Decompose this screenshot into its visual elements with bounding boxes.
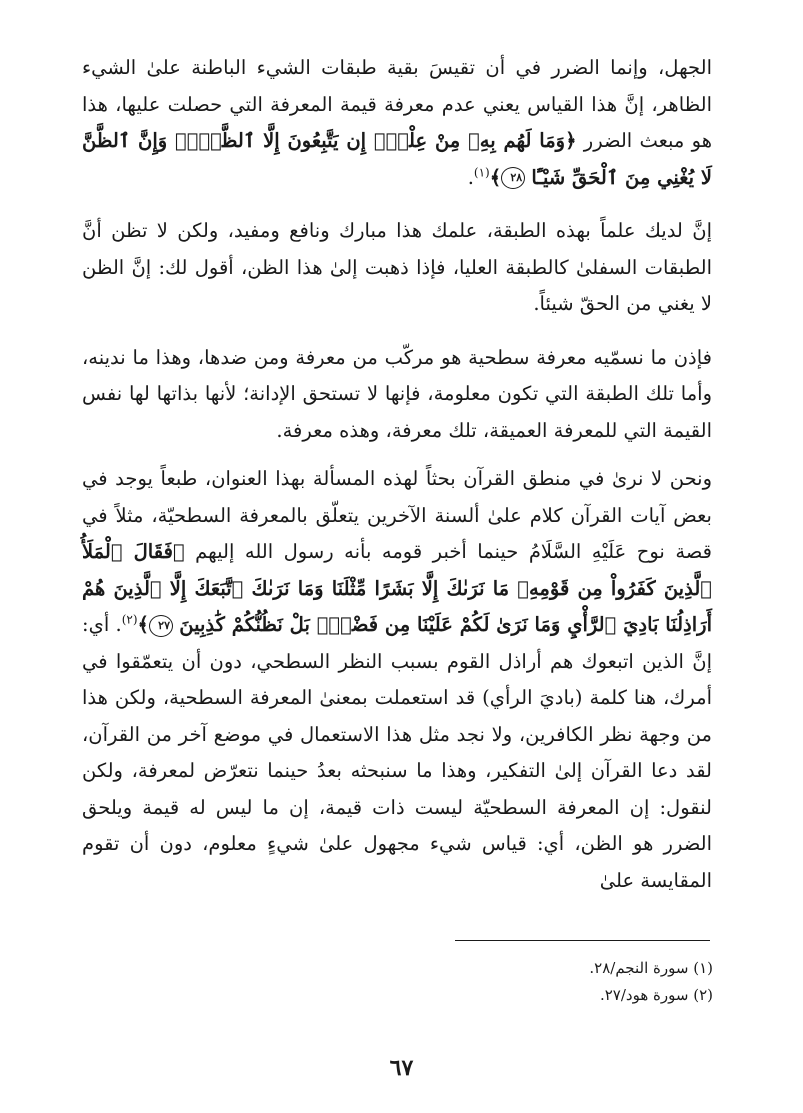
page-number: ٦٧ <box>389 1055 414 1081</box>
quran-verse-1: ﴿وَمَا لَهُم بِهِۦ مِنْ عِلْمٍۖ إِن يَتَّبِعُونَ إِلَّا ٱلظَّنَّۖ وَإِنَّ ٱلظَّنَّ لَا يُغْنِي مِنَ ٱلْحَقِّ شَيْـًٔا <box>82 129 712 189</box>
quran-close-bracket: ﴾ <box>137 613 149 636</box>
ayah-number-icon: ٢٨ <box>501 167 525 189</box>
quran-close-bracket: ﴾ <box>489 165 502 189</box>
footnote-divider <box>455 940 710 941</box>
footnotes <box>313 955 713 1009</box>
paragraph-2: إنَّ لديك علماً بهذه الطبقة، علمك هذا مبارك ونافع ومفيد، ولكن لا تظن أنَّ الطبقات السفلىٰ كالطبقة العليا، فإذا ذهبت إلىٰ هذا الظن، أقول لك: إنَّ الظن لا يغني من الحقّ شيئاً. <box>82 219 712 315</box>
footnote-1 <box>313 955 713 982</box>
page-body <box>82 50 712 913</box>
paragraph-4-continuation: . أي: إنَّ الذين اتبعوك هم أراذل القوم بسبب النظر السطحي، دون أن يتعمّقوا في أمرك، هنا كلمة (باديَ الرأي) قد استعملت بمعنىٰ المعرفة السطحية، ولكن هذا من وجهة نظر الكافرين، ولا نجد مثل هذا الاستعمال في موضع آخر من القرآن، لقد دعا القرآن إلىٰ التفكير، وهذا ما سنبحثه بعدُ حينما نتعرّض لمعرفة، ولكن لنقول: إن المعرفة السطحيّة ليست ذات قيمة، إن ما ليس له قيمة ويلحق الضرر هو الظن، أي: قياس شيء مجهول علىٰ شيءٍ معلوم، دون أن تقوم المقايسة علىٰ <box>82 613 712 892</box>
footnote-2 <box>313 982 713 1009</box>
ayah-number-icon: ٢٧ <box>149 615 173 637</box>
footnote-marker-2[interactable]: (٢) <box>121 612 138 627</box>
footnote-marker-1[interactable]: (١) <box>473 165 490 179</box>
footnote-number: (١) <box>693 959 713 977</box>
footnote-text: سورة هود/٢٧. <box>599 986 689 1004</box>
quran-verse-2: ﴿فَقَالَ ٱلْمَلَأُ ٱلَّذِينَ كَفَرُواْ مِن قَوْمِهِۦ مَا نَرَىٰكَ إِلَّا بَشَرًا مِّثْلَنَا وَمَا نَرَىٰكَ ٱتَّبَعَكَ إِلَّا ٱلَّذِينَ هُمْ أَرَاذِلُنَا بَادِيَ ٱلرَّأْيِ وَمَا نَرَىٰ لَكُمْ عَلَيْنَا مِن فَضْلٍۭ بَلْ نَظُنُّكُمْ كَٰذِبِينَ <box>82 540 712 636</box>
footnote-number: (٢) <box>693 986 713 1004</box>
paragraph-4-text: ونحن لا نرىٰ في منطق القرآن بحثاً لهذه المسألة بهذا العنوان، طبعاً يوجد في بعض آيات القرآن كلام علىٰ ألسنة الآخرين يتعلّق بالمعرفة السطحيّة، مثلاً في قصة نوح عَلَيْهِ السَّلَامُ حينما أخبر قومه بأنه رسول الله إليهم <box>82 467 713 563</box>
footnote-text: سورة النجم/٢٨. <box>589 959 689 977</box>
paragraph-1-text: الجهل، وإنما الضرر في أن تقيسَ بقية طبقات الشيء الباطنة علىٰ الشيء الظاهر، إنَّ هذا القياس يعني عدم معرفة قيمة المعرفة التي حصلت عليها، هذا هو مبعث الضرر <box>82 56 712 152</box>
paragraph-3: فإذن ما نسمّيه معرفة سطحية هو مركّب من معرفة ومن ضدها، وهذا ما ندينه، وأما تلك الطبقة التي تكون معلومة، فإنها لا تستحق الإدانة؛ لأنها بذاتها لها نفس القيمة التي للمعرفة العميقة، تلك معرفة، وهذه معرفة. <box>82 345 712 442</box>
paragraph-1 <box>82 50 712 196</box>
paragraph-4 <box>82 461 712 899</box>
paragraph-1-end: . <box>467 165 474 189</box>
